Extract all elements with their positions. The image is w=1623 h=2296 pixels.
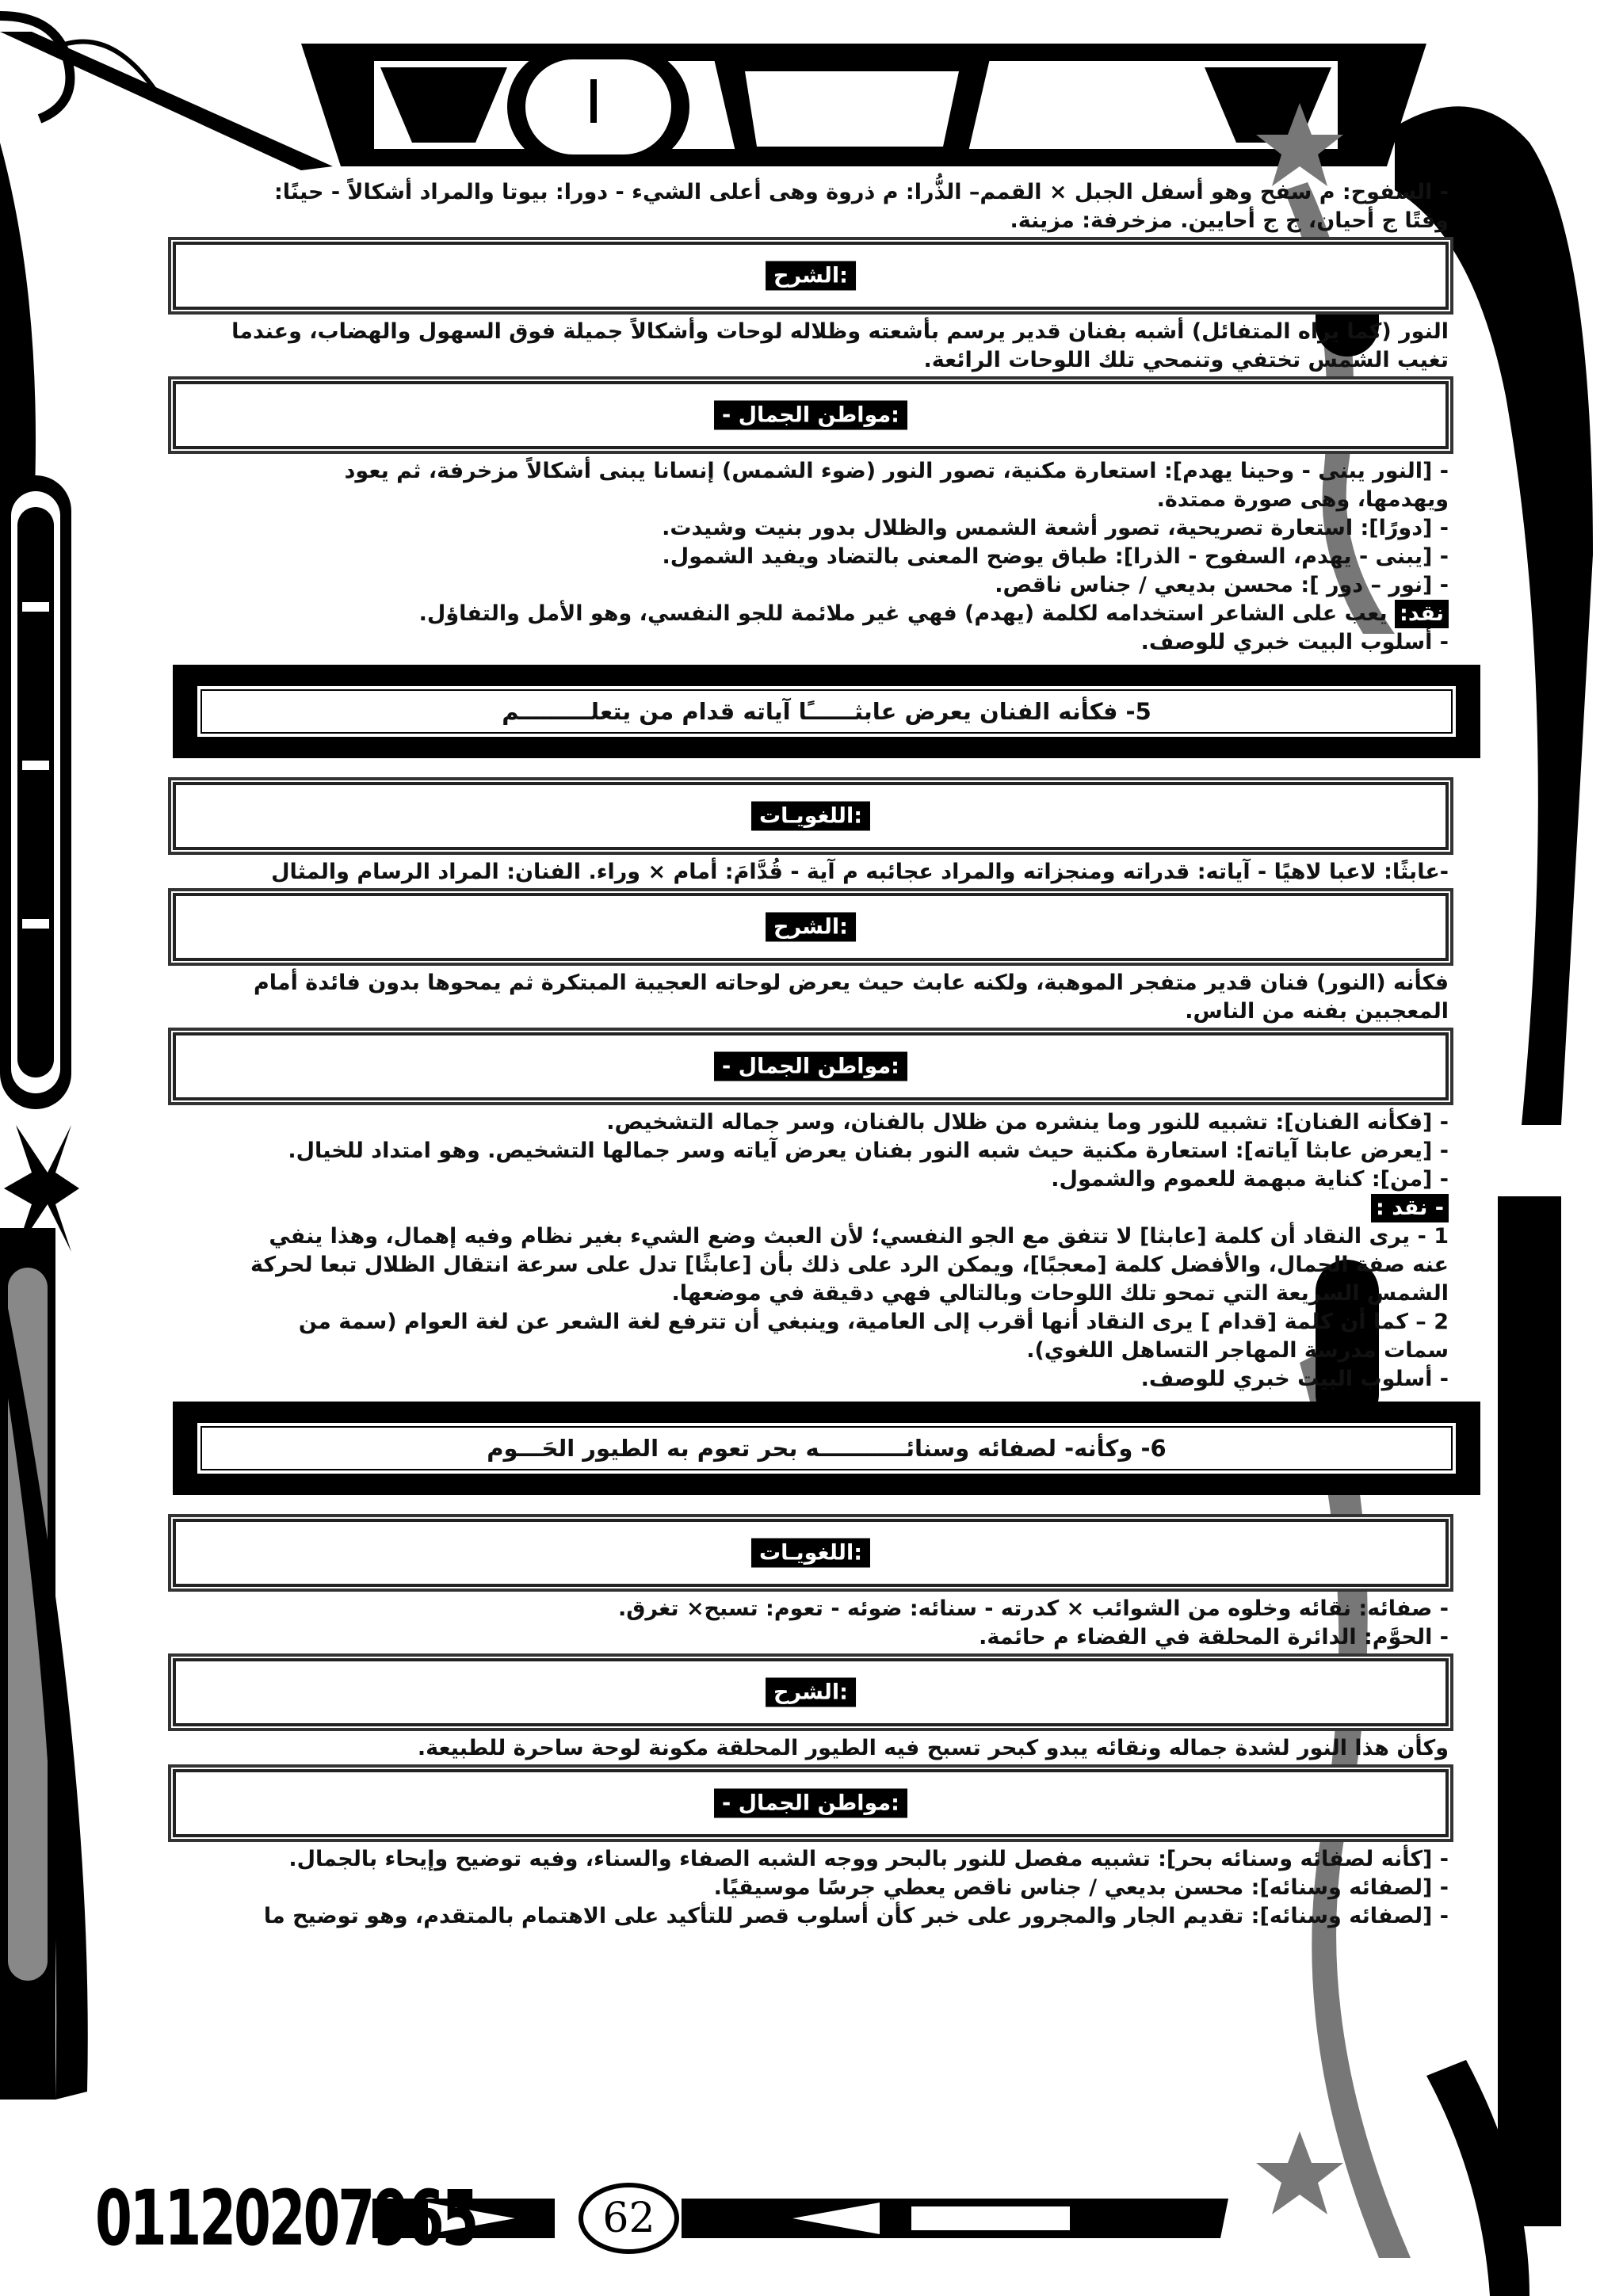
vocab-header-box — [173, 782, 1449, 850]
beauty-line: - [كأنه لصفائه وسنائه بحر]: تشبيه مفصل للنور بالبحر ووجه الشبه الصفاء والسناء، وفيه توضيح وإيحاء بالجمال. — [288, 1847, 1449, 1871]
beauty-header-box — [173, 1769, 1449, 1837]
critique-text: يعب على الشاعر استخدامه لكلمة (يهدم) فهي غير ملائمة للجو النفسي، وهو الأمل والتفاؤل. — [418, 601, 1388, 626]
explanation-line: المعجبين بفنه من الناس. — [1185, 999, 1449, 1024]
beauty-line: - [يبنى - يهدم، السفوح - الذرا]: طباق يوضح المعنى بالتضاد ويفيد الشمول. — [662, 544, 1449, 569]
critique-label: نقد: — [1395, 600, 1449, 628]
page-number: 62 — [579, 2183, 679, 2254]
critique-line — [173, 600, 1449, 628]
beauty-header-box — [173, 1032, 1449, 1100]
page-content — [173, 178, 1449, 1931]
top-left-diagonal-band — [0, 16, 333, 170]
vocab-line: - الحوَّم: الدائرة المحلقة في الفضاء م حائمة. — [979, 1625, 1449, 1650]
explanation-header-box — [173, 1658, 1449, 1726]
bottom-banner — [372, 2199, 1228, 2238]
explanation-line: تغيب الشمس تختفي وتنمحي تلك اللوحات الرائعة. — [923, 348, 1449, 372]
explanation-line: وكأن هذا النور لشدة جماله ونقائه يبدو كبحر تسبح فيه الطيور المحلقة مكونة لوحة ساحرة للطبيعة. — [417, 1736, 1449, 1760]
vocab-header: :اللغويـات — [751, 1539, 870, 1568]
vocab-line: وقتًا ج أحيان، ج ج أحايين. مزخرفة: مزينة. — [1010, 208, 1449, 233]
critique-label: - نقد : — [1371, 1194, 1449, 1222]
beauty-header: :مواطن الجمال - — [714, 1789, 907, 1818]
vocab-line: - صفائه: نقائه وخلوه من الشوائب × كدرته - سنائه: ضوئه - تعوم: تسبح× تغرق. — [617, 1596, 1449, 1621]
beauty-line: ويهدمها، وهى صورة ممتدة. — [1156, 487, 1449, 512]
beauty-line: - [النور يبنى - وحينا يهدم]: استعارة مكنية، تصور النور (ضوء الشمس) إنسانا يبنى أشكالاً مزخرفة، ثم يعود — [344, 459, 1449, 483]
beauty-header: :مواطن الجمال - — [714, 1052, 907, 1081]
beauty-line: - [لصفائه وسنائه]: تقديم الجار والمجرور على خبر كأن أسلوب قصر للتأكيد على الاهتمام بالمتقدم، وهو توضيح ما — [263, 1904, 1449, 1928]
critique-heading — [173, 1194, 1449, 1222]
explanation-header: :الشرح — [766, 913, 856, 942]
beauty-line: - [يعرض عابثا آياته]: استعارة مكنية حيث شبه النور بفنان يعرض آياته وسر جمالها التشخيص. وهو امتداد للخيال. — [288, 1138, 1449, 1163]
critique-line: 1 - يرى النقاد أن كلمة [عابثا] لا تتفق مع الجو النفسي؛ لأن العبث وضع الشيء بغير نظام وفيه إهمال، وهذا ينفي — [269, 1224, 1449, 1249]
explanation-line: فكأنه (النور) فنان قدير متفجر الموهبة، ولكنه عابث حيث يعرض لوحاته العجيبة المبتكرة ثم يمحوها بدون فائدة أمام — [254, 971, 1449, 995]
beauty-line: - [من]: كناية مبهمة للعموم والشمول. — [1051, 1167, 1449, 1192]
top-banner — [301, 44, 1426, 166]
beauty-line: - [نور – دور ]: محسن بديعي / جناس ناقص. — [995, 573, 1449, 597]
vocab-line: - السفوح: م سفح وهو أسفل الجبل × القمم– الذُّرا: م ذروة وهى أعلى الشيء - دورا: بيوتا والمراد أشكالاً - حينًا: — [273, 180, 1449, 204]
phone-number: 01120207965 — [95, 2174, 477, 2263]
explanation-header: :الشرح — [766, 261, 856, 291]
left-pillar — [0, 143, 88, 2100]
style-line: - أسلوب البيت خبري للوصف. — [1140, 630, 1449, 654]
beauty-header: :مواطن الجمال - — [714, 401, 907, 430]
verse-5-title: 5- فكأنه الفنان يعرض عابثــــــًا آياته قدام من يتعلـــــــــم — [195, 684, 1458, 739]
explanation-line: النور (كما يراه المتفائل) أشبه بفنان قدير يرسم بأشعته وظلاله لوحات وأشكالاً جميلة فوق السهول والهضاب، وعندما — [231, 319, 1449, 344]
explanation-header: :الشرح — [766, 1678, 856, 1707]
vocab-header-box — [173, 1519, 1449, 1587]
critique-line: عنه صفة الجمال، والأفضل كلمة [معجبًا]، ويمكن الرد على ذلك بأن [عابثًا] تدل على سرعة انتقال الظلال تبعا لحركة — [250, 1253, 1449, 1277]
beauty-line: - [دورًا]: استعارة تصريحية، تصور أشعة الشمس والظلال بدور بنيت وشيدت. — [662, 516, 1449, 540]
verse-5-title-bar — [173, 665, 1480, 758]
critique-line: سمات مدرسة المهاجر التساهل اللغوي). — [1026, 1338, 1449, 1363]
critique-line: الشمس السريعة التي تمحو تلك اللوحات وبالتالي فهي دقيقة في موضعها. — [671, 1281, 1449, 1306]
explanation-header-box — [173, 893, 1449, 961]
beauty-line: - [لصفائه وسنائه]: محسن بديعي / جناس ناقص يعطي جرسًا موسيقيًا. — [713, 1875, 1449, 1900]
style-line: - أسلوب البيت خبري للوصف. — [1140, 1367, 1449, 1391]
verse-6-title-bar — [173, 1402, 1480, 1495]
vocab-line: -عابثًا: لاعبا لاهيًا - آياته: قدراته ومنجزاته والمراد عجائبه م آية - قُدَّامَ: أمام × وراء. الفنان: المراد الرسام والمثال — [271, 860, 1449, 884]
verse-6-title: 6- وكأنه- لصفائه وسنائـــــــــــه بحر تعوم به الطيور الحَـــوم — [195, 1421, 1458, 1476]
critique-line: 2 – كما أن كلمة [قدام ] يرى النقاد أنها أقرب إلى العامية، وينبغي أن تترفع لغة الشعر عن لغة العوام (سمة من — [298, 1310, 1449, 1334]
vocab-header: :اللغويـات — [751, 802, 870, 831]
beauty-header-box — [173, 381, 1449, 449]
beauty-line: - [فكأنه الفنان]: تشبيه للنور وما ينشره من ظلال بالفنان، وسر جماله التشخيص. — [606, 1110, 1449, 1135]
explanation-header-box — [173, 242, 1449, 310]
